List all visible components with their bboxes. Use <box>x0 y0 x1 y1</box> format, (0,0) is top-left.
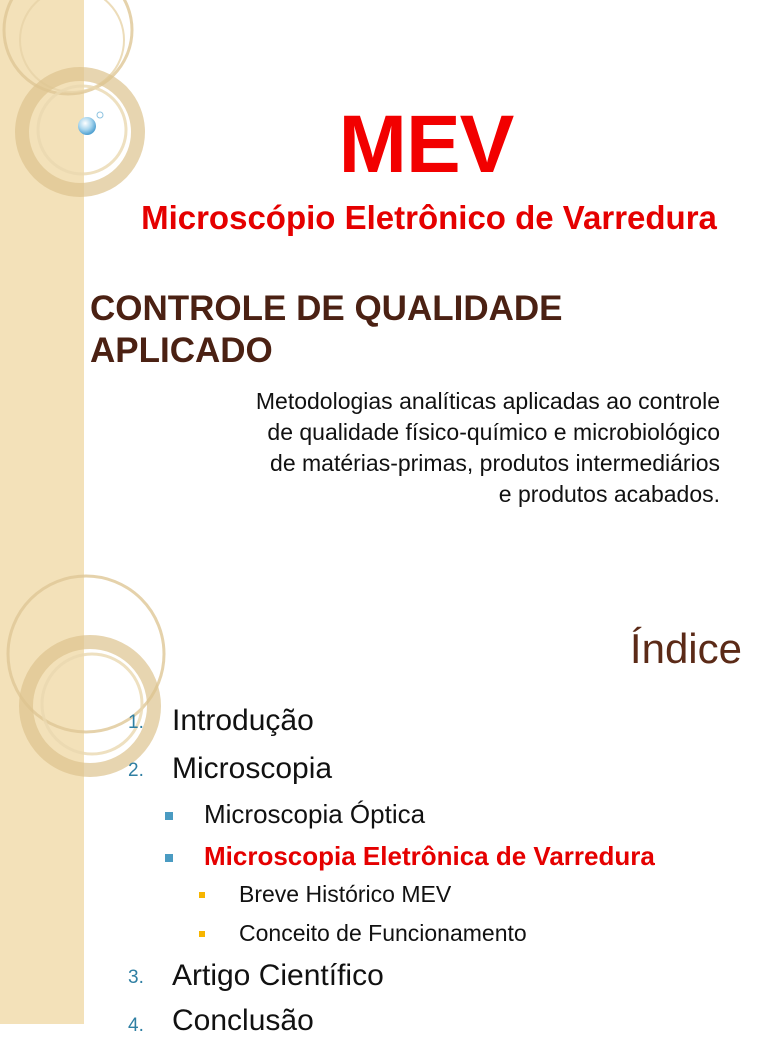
course-heading <box>90 288 730 372</box>
list-item-number: 2. <box>128 760 144 781</box>
slide-subtitle: Microscópio Eletrônico de Varredura <box>141 199 717 236</box>
toc-item-conclusao: Conclusão <box>172 1004 314 1037</box>
course-heading-line: APLICADO <box>90 331 273 370</box>
index-slide <box>0 576 768 1037</box>
toc-subitem-mev: Microscopia Eletrônica de Varredura <box>204 841 655 871</box>
index-title: Índice <box>629 625 742 672</box>
toc-item-artigo: Artigo Científico <box>172 959 384 992</box>
description-line: Metodologias analíticas aplicadas ao controle <box>255 388 720 414</box>
list-item-number: 4. <box>128 1015 144 1036</box>
toc-subsubitem-historico: Breve Histórico MEV <box>239 881 452 907</box>
course-heading-line: CONTROLE DE QUALIDADE <box>90 289 563 328</box>
list-item-number: 3. <box>128 967 144 988</box>
description-line: de qualidade físico-químico e microbiológico <box>267 419 720 445</box>
course-description <box>160 386 720 510</box>
table-of-contents <box>0 576 768 1037</box>
toc-item-microscopia: Microscopia <box>172 752 333 785</box>
toc-subsubitem-funcionamento: Conceito de Funcionamento <box>239 920 527 946</box>
description-line: e produtos acabados. <box>498 481 720 507</box>
slide-title: MEV <box>338 99 514 190</box>
square-bullet-icon <box>199 892 205 898</box>
description-line: de matérias-primas, produtos intermediários <box>270 450 720 476</box>
list-item-number: 1. <box>128 712 144 733</box>
decorative-side-band <box>0 0 84 576</box>
toc-item-introducao: Introdução <box>172 704 314 737</box>
square-bullet-icon <box>165 854 173 862</box>
toc-subitem-microscopia-optica: Microscopia Óptica <box>204 799 426 829</box>
decorative-rings <box>0 0 84 576</box>
square-bullet-icon <box>165 812 173 820</box>
square-bullet-icon <box>199 931 205 937</box>
